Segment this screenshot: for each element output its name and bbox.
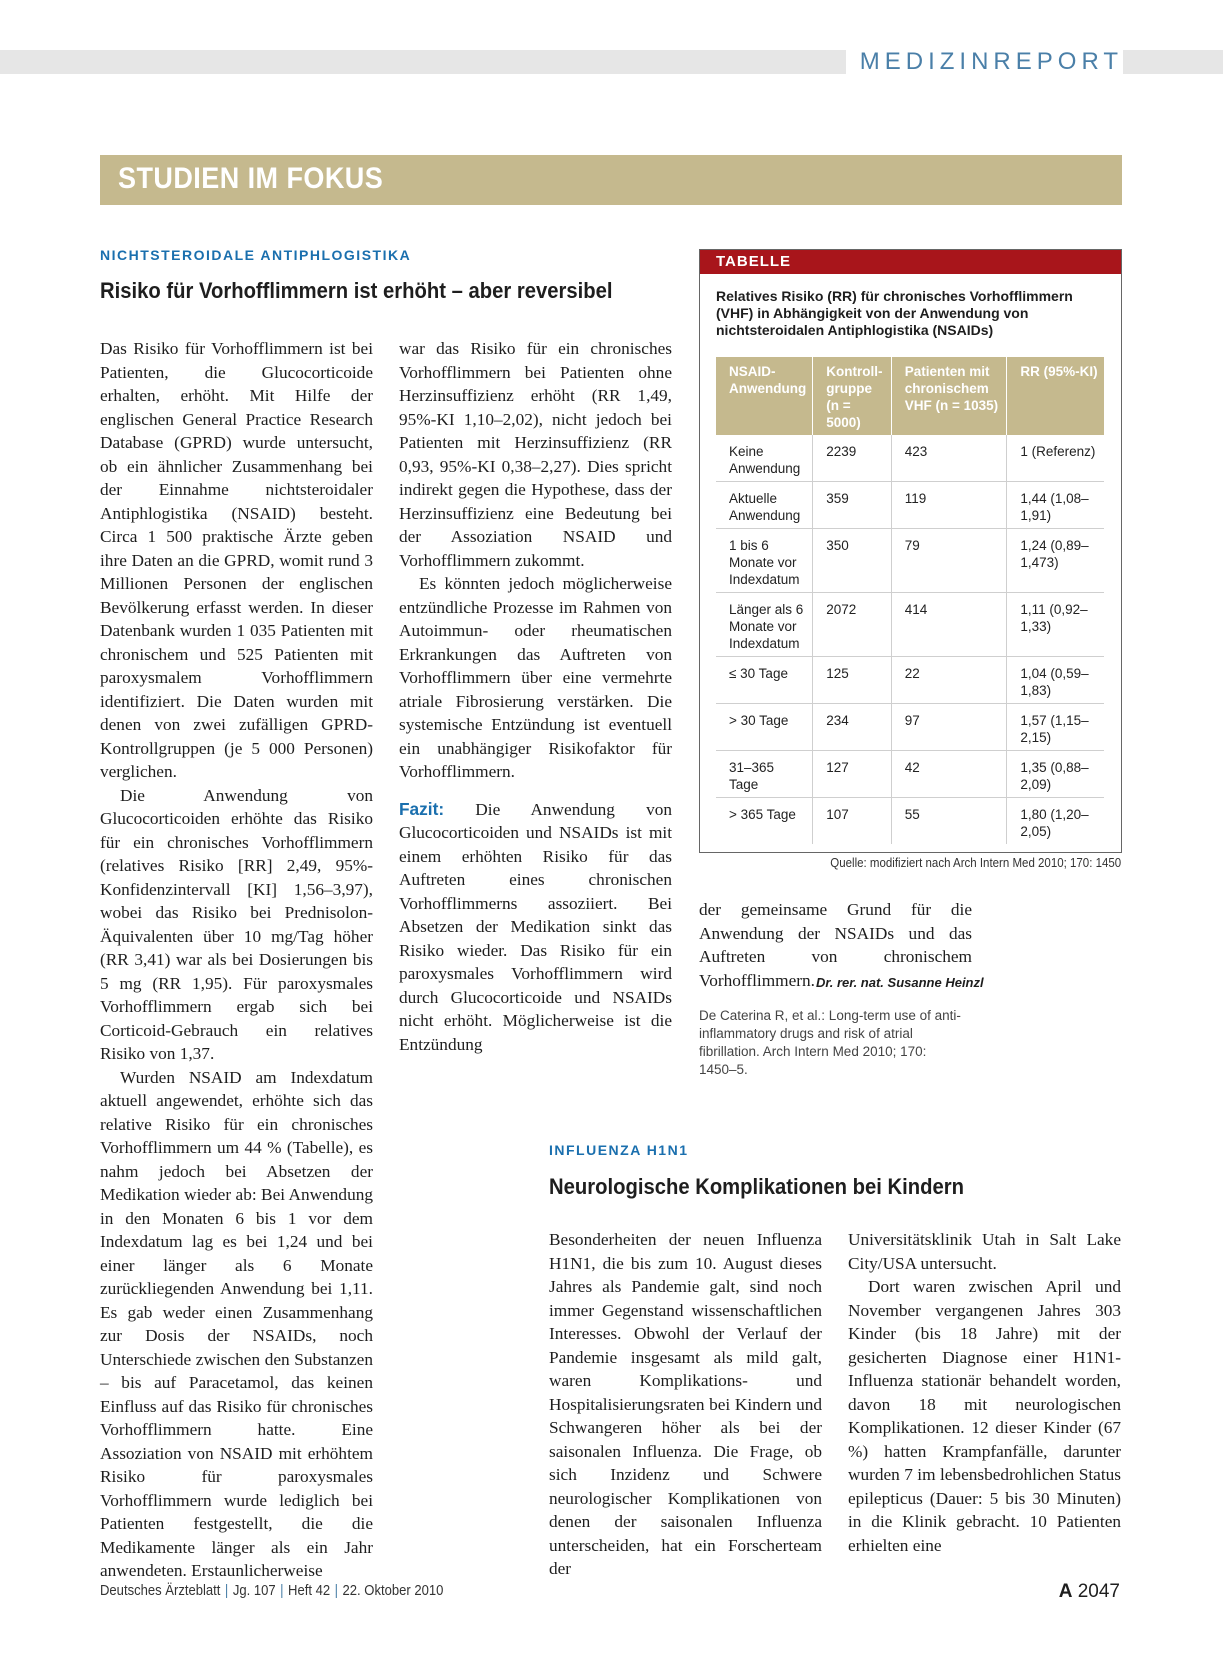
table-header-bar — [700, 250, 1121, 274]
column-header: NSAID-Anwendung — [716, 357, 813, 435]
table-cell: Länger als 6 Monate vor Indexdatum — [716, 593, 813, 657]
table-header-row — [716, 357, 1104, 435]
table-cell: 107 — [813, 798, 892, 845]
table-cell: ≤ 30 Tage — [716, 657, 813, 704]
section-label: MEDIZINREPORT — [846, 48, 1123, 76]
column-header: RR (95%-KI) — [1007, 357, 1104, 435]
table-cell: 1,57 (1,15–2,15) — [1007, 704, 1104, 751]
table-cell: 55 — [891, 798, 1007, 845]
fazit-label: Fazit: — [399, 798, 445, 819]
table-cell: > 365 Tage — [716, 798, 813, 845]
article1-column-1 — [100, 337, 373, 1583]
separator: | — [334, 1583, 339, 1599]
footer — [100, 1583, 443, 1599]
fazit-text: Die Anwendung von Glucocorticoiden und NSAIDs ist mit einem erhöhten Risiko für das Auftreten eines chronischen Vorhofflimmerns assoziiert. Bei Absetzen der Medikation sinkt das Risiko wieder. Das Risiko für ein paroxysmales Vorhofflimmern wird durch Glucocorticoide und NSAIDs nicht erhöht. Möglicherweise ist die Entzündung — [399, 799, 672, 1054]
reference: De Caterina R, et al.: Long-term use of anti-inflammatory drugs and risk of atrial fibrillation. Arch Intern Med 2010; 170: 1450–5. — [699, 1008, 961, 1077]
paragraph: Besonderheiten der neuen Influenza H1N1, die bis zum 10. August dieses Jahres als Pandemie galt, sind noch immer Gegenstand wissenschaftlichen Interesses. Obwohl der Verlauf der Pandemie insgesamt als mild galt, waren Komplikations- und Hospitalisierungsraten bei Kindern und Schwangeren höher als bei der saisonalen Influenza. Die Frage, ob sich Inzidenz und Schwere neurologischer Komplikationen von denen der saisonalen Influenza unterscheiden, hat ein Forscherteam der — [549, 1230, 822, 1578]
table-box — [699, 249, 1122, 853]
table-cell: Keine Anwendung — [716, 435, 813, 482]
table-cell: 125 — [813, 657, 892, 704]
table-cell: 2072 — [813, 593, 892, 657]
table-row — [716, 704, 1104, 751]
table-row — [716, 482, 1104, 529]
table-row — [716, 657, 1104, 704]
table-cell: 1,04 (0,59–1,83) — [1007, 657, 1104, 704]
table-cell: 1 (Referenz) — [1007, 435, 1104, 482]
paragraph: Die Anwendung von Glucocorticoiden erhöhte das Risiko für ein chronisches Vorhofflimmern (relatives Risiko [RR] 2,49, 95%-Konfidenzintervall [KI] 1,56–3,97), wobei das Risiko bei Prednisolon-Äquivalenten über 10 mg/Tag höher (RR 3,41) war als bei Dosierungen bis 5 mg (RR 1,95). Für paroxysmales Vorhofflimmern ergab sich bei Corticoid-Gebrauch ein relatives Risiko von 1,37. — [100, 785, 373, 1063]
table-cell: 1,11 (0,92–1,33) — [1007, 593, 1104, 657]
table-cell: 1,80 (1,20–2,05) — [1020, 807, 1089, 839]
fazit-paragraph — [399, 798, 672, 1057]
article1-headline: Risiko für Vorhofflimmern ist erhöht – aber reversibel — [100, 278, 613, 303]
page-prefix: A — [1058, 1581, 1073, 1602]
table-cell: 423 — [891, 435, 1007, 482]
table-cell: 1,24 (0,89–1,473) — [1007, 529, 1104, 593]
table-row — [716, 529, 1104, 593]
table-cell: Aktuelle Anwendung — [716, 482, 813, 529]
table-cell: 79 — [891, 529, 1007, 593]
table-row — [716, 751, 1104, 798]
table-row — [716, 798, 1104, 845]
table-cell: 127 — [813, 751, 892, 798]
table-cell: 2239 — [813, 435, 892, 482]
separator: | — [280, 1583, 284, 1599]
separator: | — [224, 1583, 229, 1599]
table-cell: 31–365 Tage — [716, 751, 813, 798]
table-cell: 42 — [891, 751, 1007, 798]
banner-title: STUDIEN IM FOKUS — [118, 162, 384, 195]
table-cell: 414 — [891, 593, 1007, 657]
table-row — [716, 593, 1104, 657]
rr-table — [716, 357, 1104, 844]
column-header: Patienten mit chronischem VHF (n = 1035) — [891, 357, 1007, 435]
paragraph: Dort waren zwischen April und November vergangenen Jahres 303 Kinder (bis 18 Jahre) mit der gesicherten Diagnose einer H1N1-Influenza stationär behandelt worden, davon 18 mit neurologischen Komplikationen. 12 dieser Kinder (67 %) hatten Krampfanfälle, darunter wurden 7 im lebensbedrohlichen Status epilepticus (Dauer: 5 bis 30 Minuten) in die Klinik gebracht. 10 Patienten erhielten eine — [848, 1277, 1121, 1555]
article1-kicker: NICHTSTEROIDALE ANTIPHLOGISTIKA — [100, 247, 412, 263]
paragraph: war das Risiko für ein chronisches Vorhofflimmern bei Patienten ohne Herzinsuffizienz erhöht (RR 1,49, 95%-KI 1,10–2,02), nicht jedoch bei Patienten mit Herzinsuffizienz (RR 0,93, 95%-KI 0,38–2,27). Dies spricht indirekt gegen die Hypothese, dass der Herzinsuffizienz eine Bedeutung bei der Assoziation NSAID und Vorhofflimmern zukommt. — [399, 339, 672, 570]
table-cell: 97 — [891, 704, 1007, 751]
column-header: Kontroll-gruppe (n = 5000) — [813, 357, 892, 435]
paragraph-text: der gemeinsame Grund für die Anwendung der NSAIDs und das Auftreten von chronischem Vorhofflimmern. — [699, 900, 972, 990]
issue: Heft 42 — [288, 1583, 331, 1599]
paragraph: Universitätsklinik Utah in Salt Lake City/USA untersucht. — [848, 1230, 1121, 1273]
paragraph: Wurden NSAID am Indexdatum aktuell angewendet, erhöhte sich das relative Risiko für ein chronisches Vorhofflimmern um 44 % (Tabelle), es nahm jedoch bei Absetzen der Medikation wieder ab: Bei Anwendung in den Monaten 6 bis 1 vor dem Indexdatum lag es bei 1,24 und bei einer länger als 6 Monate zurückliegenden Anwendung bei 1,11. Es gab weder einen Zusammenhang zur Dosis der NSAIDs, noch Unterschiede zwischen den Substanzen – bis auf Paracetamol, das keinen Einfluss auf das Risiko für chronisches Vorhofflimmern hatte. Eine Assoziation von NSAID mit erhöhtem Risiko für paroxysmales Vorhofflimmern wurde lediglich bei Patienten festgestellt, die die Medikamente länger als ein Jahr anwendeten. Erstaunlicherweise — [100, 1067, 373, 1580]
table-label: TABELLE — [716, 253, 792, 270]
author: Dr. rer. nat. Susanne Heinzl — [816, 975, 984, 990]
table-cell: 119 — [891, 482, 1007, 529]
paragraph: Es könnten jedoch möglicherweise entzündliche Prozesse im Rahmen von Autoimmun- oder rheumatischen Erkrankungen das Auftreten von Vorhofflimmern über eine vermehrte atriale Fibrosierung verstärken. Die systemische Entzündung ist eventuell ein unabhängiger Risikofaktor für Vorhofflimmern. — [399, 574, 672, 781]
table-cell: 350 — [813, 529, 892, 593]
article2-column-1 — [549, 1228, 822, 1581]
table-row — [716, 435, 1104, 482]
issue-date: 22. Oktober 2010 — [342, 1583, 444, 1599]
table-caption: Relatives Risiko (RR) für chronisches Vorhofflimmern (VHF) in Abhängigkeit von der Anwendung von nichtsteroidalen Antiphlogistika (NSAIDs) — [716, 288, 1073, 338]
article2-headline: Neurologische Komplikationen bei Kindern — [549, 1174, 964, 1199]
volume: Jg. 107 — [232, 1583, 276, 1599]
page-value: 2047 — [1077, 1581, 1120, 1602]
table-cell: 234 — [813, 704, 892, 751]
journal-name: Deutsches Ärzteblatt — [100, 1583, 221, 1599]
table-cell: 22 — [891, 657, 1007, 704]
table-cell: 359 — [813, 482, 892, 529]
paragraph: Das Risiko für Vorhofflimmern ist bei Patienten, die Glucocorticoide erhalten, erhöht. Mit Hilfe der englischen General Practice Research Database (GPRD) wurde untersucht, ob ein ähnlicher Zusammenhang bei der Einnahme nichtsteroidaler Antiphlogistika (NSAID) besteht. Circa 1 500 praktische Ärzte geben ihre Daten an die GPRD, womit rund 3 Millionen Personen der englischen Bevölkerung erfasst werden. In dieser Datenbank wurden 1 035 Patienten mit chronischem und 525 Patienten mit paroxysmalem Vorhofflimmern identifiziert. Die Daten wurden mit denen von zwei zufälligen GPRD-Kontrollgruppen (je 5 000 Personen) verglichen. — [100, 339, 373, 781]
page-number — [1059, 1581, 1120, 1603]
table-cell: 1 bis 6 Monate vor Indexdatum — [716, 529, 813, 593]
article2-column-2 — [848, 1228, 1121, 1557]
table-cell: 1,35 (0,88–2,09) — [1007, 751, 1104, 798]
article1-column-2 — [399, 337, 672, 1056]
article2-kicker: INFLUENZA H1N1 — [549, 1142, 689, 1158]
table-cell: > 30 Tage — [716, 704, 813, 751]
table-source: Quelle: modifiziert nach Arch Intern Med 2010; 170: 1450 — [830, 856, 1121, 870]
table-cell: 1,44 (1,08–1,91) — [1007, 482, 1104, 529]
